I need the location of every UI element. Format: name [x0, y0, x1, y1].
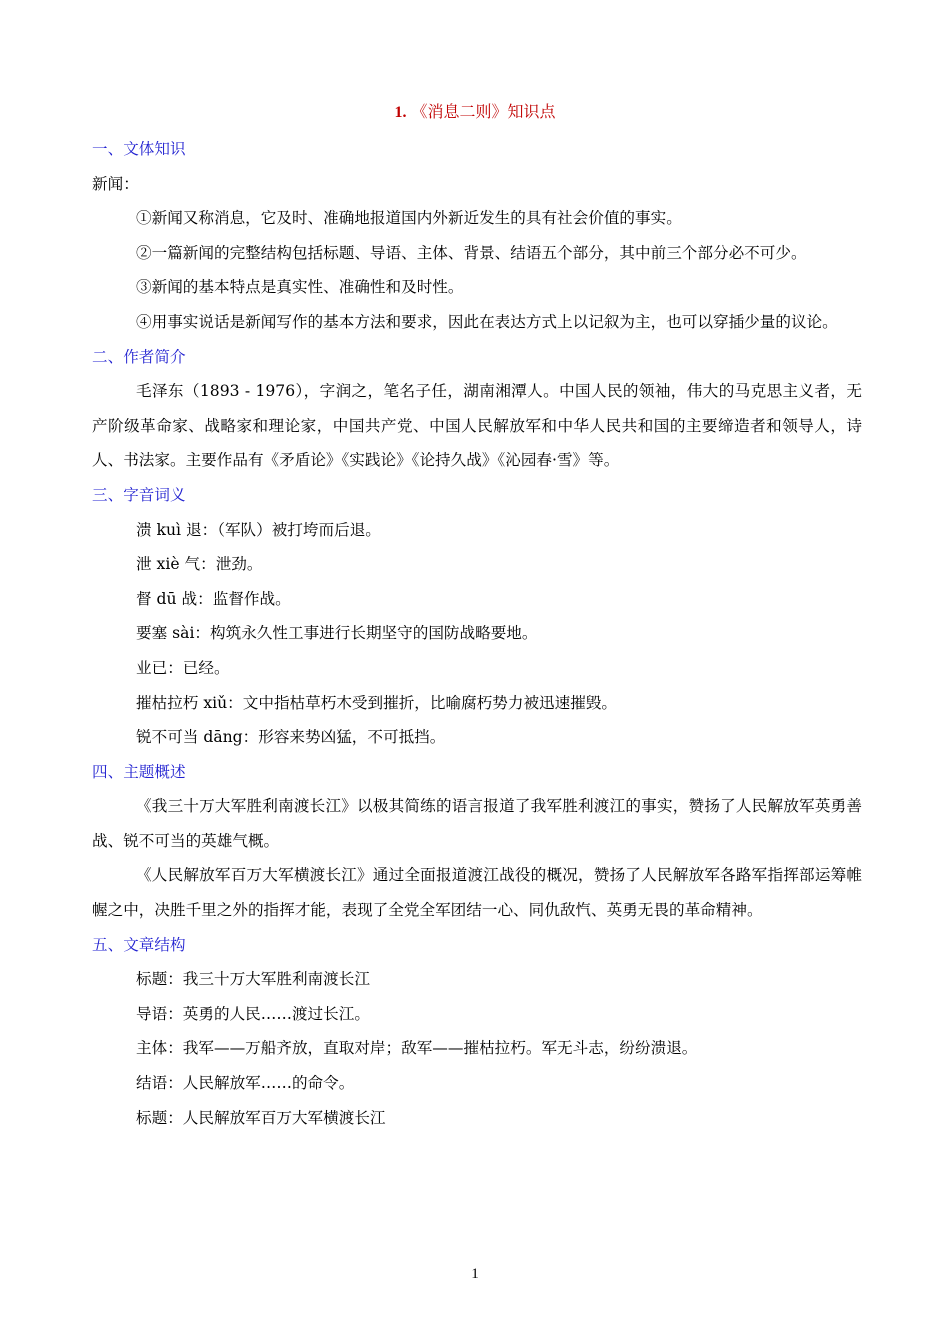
structure-item: 标题：我三十万大军胜利南渡长江 [136, 970, 370, 989]
news-label: 新闻： [92, 174, 139, 193]
document-body [92, 132, 862, 1135]
vocab-item: 要塞 sài：构筑永久性工事进行长期坚守的国防战略要地。 [136, 624, 538, 643]
vocab-item: 锐不可当 dāng：形容来势凶猛，不可抵挡。 [136, 728, 446, 747]
section-heading-structure: 五、文章结构 [92, 935, 186, 954]
section-heading-author: 二、作者简介 [92, 347, 186, 366]
page-number: 1 [471, 1266, 479, 1282]
genre-item: ②一篇新闻的完整结构包括标题、导语、主体、背景、结语五个部分，其中前三个部分必不可少。 [136, 243, 807, 262]
genre-item: ①新闻又称消息，它及时、准确地报道国内外新近发生的具有社会价值的事实。 [136, 209, 682, 228]
title-number: 1. [394, 104, 407, 121]
vocab-item: 业已：已经。 [136, 658, 230, 677]
author-paragraph: 毛泽东（1893 - 1976），字润之，笔名子任，湖南湘潭人。中国人民的领袖，伟大的马克思主义者，无产阶级革命家、战略家和理论家，中国共产党、中国人民解放军和中华人民共和国的主要缔造者和领导人，诗人、书法家。主要作品有《矛盾论》《实践论》《论持久战》《沁园春·雪》等。 [92, 382, 862, 470]
structure-item: 结语：人民解放军……的命令。 [136, 1074, 355, 1093]
genre-item: ③新闻的基本特点是真实性、准确性和及时性。 [136, 278, 464, 297]
section-heading-vocabulary: 三、字音词义 [92, 485, 186, 504]
section-heading-genre: 一、文体知识 [92, 140, 186, 158]
title-text: 《消息二则》知识点 [411, 102, 556, 121]
theme-paragraph: 《人民解放军百万大军横渡长江》通过全面报道渡江战役的概况，赞扬了人民解放军各路军指挥部运筹帷幄之中，决胜千里之外的指挥才能，表现了全党全军团结一心、同仇敌忾、英勇无畏的革命精神。 [92, 866, 862, 920]
genre-item: ④用事实说话是新闻写作的基本方法和要求，因此在表达方式上以记叙为主，也可以穿插少量的议论。 [136, 312, 838, 331]
vocab-item: 泄 xiè 气：泄劲。 [136, 555, 263, 574]
structure-item: 主体：我军——万船齐放，直取对岸；敌军——摧枯拉朽。军无斗志，纷纷溃退。 [136, 1039, 698, 1058]
section-heading-theme: 四、主题概述 [92, 762, 186, 781]
structure-item: 导语：英勇的人民……渡过长江。 [136, 1004, 370, 1023]
vocab-item: 督 dū 战：监督作战。 [136, 589, 291, 608]
vocab-item: 摧枯拉朽 xiǔ：文中指枯草朽木受到摧折，比喻腐朽势力被迅速摧毁。 [136, 693, 618, 712]
theme-paragraph: 《我三十万大军胜利南渡长江》以极其简练的语言报道了我军胜利渡江的事实，赞扬了人民解放军英勇善战、锐不可当的英雄气概。 [92, 797, 862, 850]
vocab-item: 溃 kuì 退：（军队）被打垮而后退。 [136, 520, 381, 539]
document-title [0, 100, 950, 125]
structure-item: 标题：人民解放军百万大军横渡长江 [136, 1108, 386, 1127]
